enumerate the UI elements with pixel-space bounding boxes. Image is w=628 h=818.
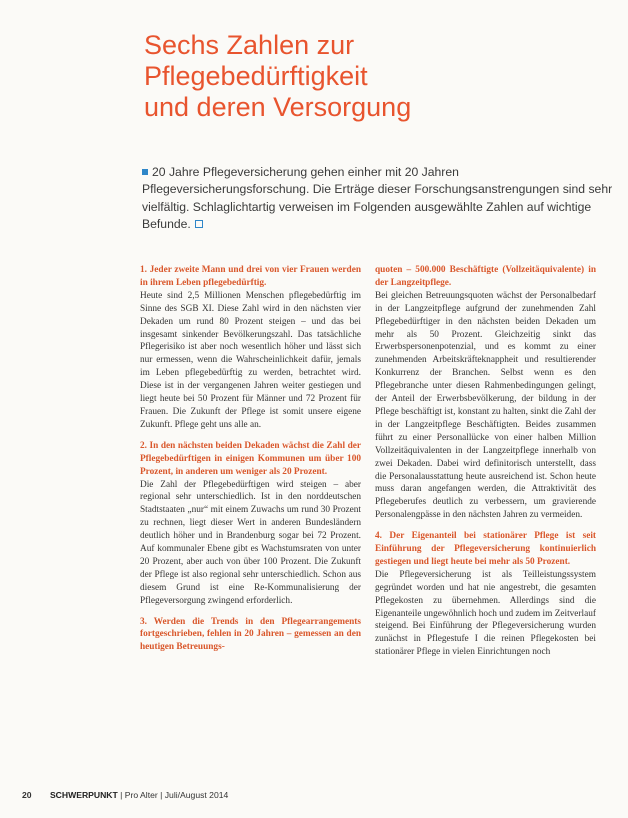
paragraph-4: Die Pflegeversicherung ist als Teilleistungssystem gegründet worden und hat nie angestrebt, die gesamten Pflegekosten zu übernehmen. Allerdings sind die Eigenanteile ungewöhnlich hoch und zudem im Zeitverlauf steigend. Bei Einführung der Pflegeversicherung wurden zunächst in Pflegestufe I die reinen Pflegekosten bei stationärer Pflege in vielen Einrichtungen noch [375,569,596,658]
paragraph-1: Heute sind 2,5 Millionen Menschen pflegebedürftig im Sinne des SGB XI. Diese Zahl wird in den nächsten vier Dekaden um rund 80 Prozent steigen – und das bei insgesamt sinkender Bevölkerungszahl. Das tatsächliche Pflegerisiko ist aber noch wesentlich höher und lässt sich nur ermessen, wenn die Wahrscheinlichkeit dafür, jemals im Leben pflegebedürftig zu werden, betrachtet wird. Diese ist in der vergangenen Jahren weiter gestiegen und liegt heute bei 50 Prozent für Männer und 72 Prozent für Frauen. Die Zukunft der Pflege ist somit unsere eigene Zukunft. Pflege geht uns alle an. [140,290,361,430]
intro-square-icon [142,169,148,175]
paragraph-2: Die Zahl der Pflegebedürftigen wird steigen – aber regional sehr unterschiedlich. Ist in den norddeutschen Stadtstaaten „nur“ mit einem Zuwachs um rund 30 Prozent zu rechnen, liegt dieser Wert in anderen Bundesländern deutlich höher und in Brandenburg sogar bei 72 Prozent. Auf kommunaler Ebene gibt es Wachstumsraten von unter 20 Prozent, aber auch von über 100 Prozent. Die Zukunft der Pflege ist also regional sehr unterschiedlich. Schon aus diesem Grund ist eine Re-Kommunalisierung der Pflegeversorgung zwingend erforderlich. [140,479,361,606]
title-line-1: Sechs Zahlen zur [144,30,355,60]
heading-2: 2. In den nächsten beiden Dekaden wächst die Zahl der Pflegebedürftigen in einigen Kommunen um über 100 Prozent, in anderen um weniger als 20 Prozent. [140,440,361,477]
intro-paragraph [142,164,614,234]
heading-3-continued: quoten – 500.000 Beschäftigte (Vollzeitäquivalente) in der Langzeitpflege. [375,265,596,288]
footer-magazine: Pro Alter [124,790,158,800]
paragraph-3: Bei gleichen Betreuungsquoten wächst der Personalbedarf in der Langzeitpflege aufgrund der zunehmenden Zahl Pflegebedürftiger in den nächsten beiden Dekaden um mehr als 50 Prozent. Gleichzeitig sinkt das Erwerbspersonenpotenzial, und es kommt zu einer zunehmenden Arbeitskräfteknappheit und resultierender Konkurrenz der Branchen. Selbst wenn es den Pflegebranche unter diesen Rahmenbedingungen gelingt, der Anteil der Erwerbsbevölkerung, der bildung in der Pflege beschäftigt ist, konstant zu halten, sinkt die Zahl der in der Langzeitpflege Beschäftigten. Beides zusammen führt zu einer Personallücke von einer halben Million Vollzeitäquivalenten in der Langzeitpflege innerhalb von zwei Dekaden. Dabei wird definitorisch unterstellt, dass die Personalausstattung heute ausreichend ist. Schon heute muss daran angefangen werden, die Attraktivität des Pflegeberufes deutlich zu verbessern, um gravierende Personalengpässe in den nächsten Jahren zu vermeiden. [375,290,596,521]
title-line-3: und deren Versorgung [144,92,412,122]
footer-section: SCHWERPUNKT [49,790,118,800]
end-square-icon [195,220,203,228]
heading-1: 1. Jeder zweite Mann und drei von vier Frauen werden in ihrem Leben pflegebedürftig. [140,265,361,288]
heading-4: 4. Der Eigenanteil bei stationärer Pflege ist seit Einführung der Pflegeversicherung kontinuierlich gestiegen und liegt heute bei mehr als 50 Prozent. [375,531,596,567]
page-footer [22,790,622,800]
article-title [144,30,584,123]
footer-separator: | [120,790,123,800]
left-column [140,264,361,654]
right-column [375,264,596,667]
footer-separator-2: | [160,790,163,800]
page-number: 20 [22,790,32,800]
intro-text: 20 Jahre Pflegeversicherung gehen einher mit 20 Jahren Pflegeversicherungsforschung. Die Erträge dieser Forschungsanstrengungen sind sehr vielfältig. Schlaglichtartig verweisen im Folgenden ausgewählte Zahlen auf wichtige Befunde. [142,165,613,232]
heading-3: 3. Werden die Trends in den Pflegearrangements fortgeschrieben, fehlen in 20 Jahren – gemessen an den heutigen Betreuungs- [140,616,361,653]
title-line-2: Pflegebedürftigkeit [144,61,368,91]
footer-issue: Juli/August 2014 [164,790,229,800]
